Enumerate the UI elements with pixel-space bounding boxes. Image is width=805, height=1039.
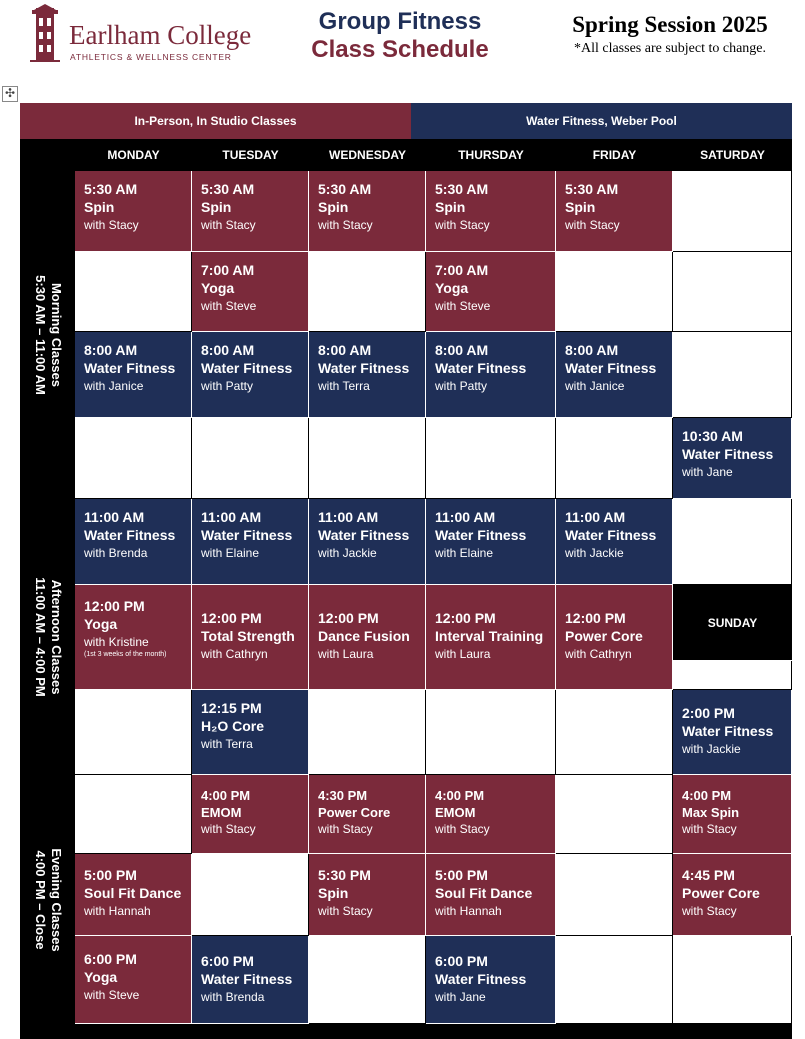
class-cell [309, 585, 426, 690]
class-time: 12:00 PM [435, 610, 496, 626]
class-instructor: with Stacy [318, 904, 373, 918]
period-afternoon-title: Afternoon Classes [48, 579, 64, 695]
empty-cell [556, 936, 673, 1024]
empty-cell [673, 499, 792, 585]
class-name: Interval Training [435, 628, 544, 644]
class-name: Dance Fusion [318, 628, 410, 644]
class-cell [426, 171, 556, 252]
class-name: Yoga [201, 280, 235, 296]
class-cell [75, 499, 192, 585]
empty-cell [426, 690, 556, 775]
class-name: Water Fitness [84, 360, 176, 376]
class-time: 10:30 AM [682, 428, 743, 444]
class-name: Yoga [84, 616, 118, 632]
class-time: 12:00 PM [201, 610, 262, 626]
class-name: Power Core [682, 885, 760, 901]
class-cell [75, 585, 192, 690]
class-cell [192, 690, 309, 775]
class-time: 8:00 AM [565, 342, 619, 358]
class-cell [426, 585, 556, 690]
class-instructor: with Cathryn [201, 647, 268, 661]
day-header-tuesday: TUESDAY [192, 139, 309, 171]
empty-cell [75, 775, 192, 854]
empty-cell [192, 854, 309, 936]
class-time: 2:00 PM [682, 705, 735, 721]
class-cell [426, 775, 556, 854]
class-time: 4:00 PM [201, 788, 251, 803]
class-name: EMOM [435, 805, 476, 820]
college-logo [27, 4, 277, 64]
class-time: 5:30 AM [84, 181, 138, 197]
empty-cell [556, 854, 673, 936]
move-handle-icon[interactable]: ✣ [2, 86, 18, 102]
class-cell [309, 775, 426, 854]
page-header [0, 0, 805, 100]
class-cell [75, 171, 192, 252]
class-instructor: with Brenda [201, 990, 265, 1004]
class-cell [426, 252, 556, 332]
class-name: H₂O Core [201, 718, 265, 734]
class-cell [192, 775, 309, 854]
class-instructor: with Jackie [318, 546, 377, 560]
class-time: 4:00 PM [682, 788, 732, 803]
class-cell [556, 171, 673, 252]
schedule-note: *All classes are subject to change. [573, 41, 767, 56]
class-cell [556, 499, 673, 585]
class-name: Water Fitness [435, 527, 527, 543]
class-time: 5:00 PM [84, 867, 137, 883]
class-cell [673, 690, 792, 775]
class-time: 11:00 AM [318, 509, 379, 525]
class-name: Yoga [84, 969, 118, 985]
class-instructor: with Stacy [435, 218, 490, 232]
class-cell [192, 252, 309, 332]
class-cell [426, 936, 556, 1024]
class-cell [556, 585, 673, 690]
class-instructor: with Cathryn [565, 647, 632, 661]
class-name: Power Core [565, 628, 643, 644]
empty-cell [75, 418, 192, 499]
class-instructor: with Janice [84, 379, 144, 393]
empty-cell [309, 252, 426, 332]
class-name: Water Fitness [682, 723, 774, 739]
class-name: Max Spin [682, 805, 740, 820]
day-header-wednesday: WEDNESDAY [309, 139, 426, 171]
class-instructor: with Stacy [435, 822, 490, 836]
empty-cell [309, 690, 426, 775]
class-cell [426, 332, 556, 418]
class-cell [309, 499, 426, 585]
class-instructor: with Jackie [565, 546, 624, 560]
day-header-thursday: THURSDAY [426, 139, 556, 171]
class-cell [75, 854, 192, 936]
class-name: Water Fitness [318, 360, 410, 376]
class-cell [75, 936, 192, 1024]
class-instructor: with Steve [84, 988, 140, 1002]
logo-name: Earlham College [69, 20, 252, 50]
class-instructor: with Patty [435, 379, 488, 393]
empty-cell [673, 661, 792, 690]
class-time: 11:00 AM [435, 509, 496, 525]
empty-cell [673, 332, 792, 418]
class-instructor: with Terra [318, 379, 370, 393]
empty-cell [556, 775, 673, 854]
class-time: 5:00 PM [435, 867, 488, 883]
class-name: Power Core [318, 805, 391, 820]
class-instructor: with Patty [201, 379, 254, 393]
class-cell [426, 499, 556, 585]
class-time: 4:30 PM [318, 788, 368, 803]
class-time: 8:00 AM [435, 342, 489, 358]
class-cell [673, 854, 792, 936]
class-time: 4:45 PM [682, 867, 735, 883]
class-name: Total Strength [201, 628, 295, 644]
class-time: 12:15 PM [201, 700, 262, 716]
class-cell [309, 171, 426, 252]
empty-cell [556, 252, 673, 332]
class-time: 11:00 AM [565, 509, 626, 525]
day-header-saturday: SATURDAY [673, 139, 792, 171]
class-name: Water Fitness [435, 360, 527, 376]
empty-cell [309, 936, 426, 1024]
class-name: Water Fitness [565, 527, 657, 543]
class-instructor: with Stacy [682, 822, 737, 836]
class-instructor: with Stacy [318, 822, 373, 836]
class-instructor: with Steve [435, 299, 491, 313]
class-time: 6:00 PM [84, 951, 137, 967]
class-cell [75, 332, 192, 418]
class-cell [673, 775, 792, 854]
page-title-line1: Group Fitness [318, 8, 482, 35]
class-instructor: with Jackie [682, 742, 741, 756]
class-time: 7:00 AM [201, 262, 255, 278]
class-time: 5:30 AM [201, 181, 255, 197]
legend-water: Water Fitness, Weber Pool [411, 103, 792, 139]
class-time: 5:30 PM [318, 867, 371, 883]
class-name: Spin [435, 199, 466, 215]
empty-cell [673, 171, 792, 252]
class-time: 8:00 AM [318, 342, 372, 358]
empty-cell [192, 418, 309, 499]
class-instructor: with Laura [435, 647, 491, 661]
class-name: Spin [84, 199, 115, 215]
period-afternoon-range: 11:00 AM – 4:00 PM [32, 577, 48, 697]
class-cell [309, 854, 426, 936]
empty-cell [673, 936, 792, 1024]
class-name: Spin [318, 885, 349, 901]
class-instructor: with Terra [201, 737, 253, 751]
class-instructor: with Stacy [201, 218, 256, 232]
class-name: Water Fitness [435, 971, 527, 987]
class-name: Soul Fit Dance [435, 885, 533, 901]
class-cell [192, 585, 309, 690]
class-instructor: with Hannah [84, 904, 151, 918]
class-cell [192, 332, 309, 418]
class-name: Water Fitness [201, 971, 293, 987]
class-time: 7:00 AM [435, 262, 489, 278]
class-time: 8:00 AM [201, 342, 255, 358]
class-time: 11:00 AM [84, 509, 145, 525]
period-morning [20, 171, 75, 499]
empty-cell [75, 252, 192, 332]
class-instructor: with Stacy [201, 822, 256, 836]
class-instructor: with Stacy [565, 218, 620, 232]
empty-cell [556, 418, 673, 499]
class-time: 11:00 AM [201, 509, 262, 525]
class-instructor: with Laura [318, 647, 374, 661]
day-header-sunday: SUNDAY [673, 585, 792, 661]
class-name: Water Fitness [201, 360, 293, 376]
session-label: Spring Session 2025 [572, 12, 768, 37]
class-time: 5:30 AM [435, 181, 489, 197]
class-instructor: with Janice [565, 379, 625, 393]
class-time: 4:00 PM [435, 788, 485, 803]
class-instructor: with Kristine [84, 635, 149, 649]
empty-cell [556, 690, 673, 775]
class-instructor: with Jane [682, 465, 733, 479]
class-time: 5:30 AM [318, 181, 372, 197]
day-header-friday: FRIDAY [556, 139, 673, 171]
class-instructor: with Stacy [84, 218, 139, 232]
class-name: Soul Fit Dance [84, 885, 182, 901]
class-time: 6:00 PM [435, 953, 488, 969]
class-name: Water Fitness [201, 527, 293, 543]
class-name: Water Fitness [565, 360, 657, 376]
empty-cell [673, 252, 792, 332]
class-time: 8:00 AM [84, 342, 138, 358]
class-time: 12:00 PM [318, 610, 379, 626]
empty-cell [426, 418, 556, 499]
class-name: Spin [201, 199, 232, 215]
period-afternoon [20, 499, 75, 775]
class-name: Water Fitness [318, 527, 410, 543]
class-name: EMOM [201, 805, 242, 820]
period-evening [20, 775, 75, 1024]
class-instructor: with Brenda [84, 546, 148, 560]
period-evening-title: Evening Classes [48, 847, 64, 952]
class-cell [192, 936, 309, 1024]
class-cell [192, 171, 309, 252]
class-time: 12:00 PM [565, 610, 626, 626]
class-name: Water Fitness [84, 527, 176, 543]
empty-cell [75, 690, 192, 775]
logo-subtitle: ATHLETICS & WELLNESS CENTER [70, 52, 232, 62]
class-cell [673, 418, 792, 499]
class-cell [426, 854, 556, 936]
class-cell [309, 332, 426, 418]
class-instructor: with Jane [435, 990, 486, 1004]
legend-studio: In-Person, In Studio Classes [20, 103, 411, 139]
class-time: 12:00 PM [84, 598, 145, 614]
class-time: 6:00 PM [201, 953, 254, 969]
class-name: Yoga [435, 280, 469, 296]
class-instructor: with Elaine [435, 546, 494, 560]
empty-cell [309, 418, 426, 499]
day-header-monday: MONDAY [75, 139, 192, 171]
page-title-line2: Class Schedule [311, 36, 489, 63]
class-name: Spin [318, 199, 349, 215]
bell-tower-icon [27, 4, 63, 62]
class-instructor: with Steve [201, 299, 257, 313]
class-note: (1st 3 weeks of the month) [84, 651, 167, 658]
class-time: 5:30 AM [565, 181, 619, 197]
class-instructor: with Stacy [682, 904, 737, 918]
class-instructor: with Stacy [318, 218, 373, 232]
period-morning-range: 5:30 AM – 11:00 AM [32, 275, 48, 395]
class-instructor: with Elaine [201, 546, 260, 560]
class-name: Spin [565, 199, 596, 215]
class-name: Water Fitness [682, 446, 774, 462]
class-instructor: with Hannah [435, 904, 502, 918]
period-morning-title: Morning Classes [48, 282, 64, 388]
period-evening-range: 4:00 PM – Close [32, 849, 48, 949]
class-cell [556, 332, 673, 418]
class-cell [192, 499, 309, 585]
